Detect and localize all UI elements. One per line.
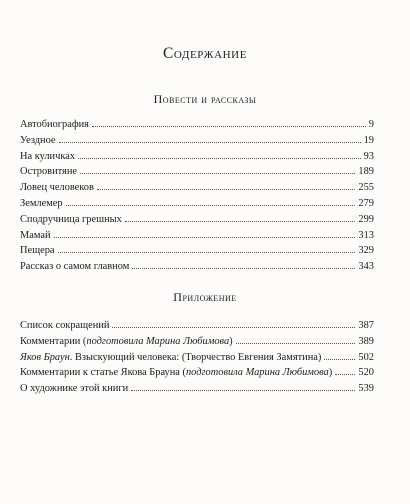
plain-text: Землемер: [20, 197, 63, 209]
dot-leader: [58, 248, 356, 253]
toc-entry: [20, 318, 374, 334]
toc-entry: [20, 133, 374, 149]
toc-entry-title: [20, 164, 77, 180]
toc-entry: [20, 381, 374, 397]
dot-leader: [335, 370, 355, 375]
toc-entry-title: [20, 350, 321, 366]
toc-title: Содержание: [162, 45, 248, 62]
italic-text: подготовила Марина Любимова: [86, 335, 230, 347]
toc-entry-title: [20, 381, 128, 397]
dot-leader: [92, 122, 366, 127]
dot-leader: [59, 138, 361, 143]
toc-entry: [20, 365, 374, 381]
toc-entry-title: [20, 259, 129, 275]
dot-leader: [236, 339, 356, 344]
toc-entry-title: [20, 212, 122, 228]
toc-entry-page-number: 255: [358, 182, 374, 194]
dot-leader: [54, 233, 356, 238]
section-heading-appendix: Приложение: [173, 290, 237, 304]
toc-entry-page-number: 539: [358, 383, 374, 395]
plain-text: ): [328, 367, 333, 379]
toc-entry: [20, 334, 374, 350]
dot-leader: [78, 154, 361, 159]
toc-entry-title: [20, 180, 94, 196]
toc-entry: [20, 164, 374, 180]
toc-entry-title: [20, 149, 75, 165]
toc-entry: [20, 117, 374, 133]
toc-entry-page-number: 19: [363, 134, 374, 146]
dot-leader: [112, 323, 355, 328]
toc-entry-title: [20, 196, 63, 212]
plain-text: На куличках: [20, 150, 76, 162]
toc-entry-page-number: 329: [358, 245, 374, 257]
toc-entry-title: [20, 318, 109, 334]
plain-text: О художнике этой книги: [20, 383, 129, 395]
toc-entry-page-number: 189: [358, 166, 374, 178]
toc-list-appendix: [20, 318, 374, 397]
toc-entry: [20, 212, 374, 228]
dot-leader: [80, 169, 355, 174]
plain-text: Автобиография: [20, 119, 89, 130]
plain-text: . Взыскующий человека: (Творчество Евгения Замятина): [69, 351, 322, 363]
toc-entry: [20, 228, 374, 244]
toc-entry: [20, 243, 374, 259]
toc-entry-title: [20, 228, 51, 244]
toc-entry-title: [20, 334, 233, 350]
toc-entry-title: [20, 133, 56, 149]
dot-leader: [131, 386, 355, 391]
plain-text: Список сокращений: [20, 320, 110, 331]
dot-leader: [66, 201, 356, 206]
toc-entry-page-number: 389: [358, 335, 374, 347]
italic-text: Яков Браун: [20, 351, 70, 363]
plain-text: ): [229, 335, 233, 347]
plain-text: Островитяне: [20, 166, 77, 178]
plain-text: Сподручница грешных: [20, 213, 122, 225]
toc-entry: [20, 350, 374, 366]
dot-leader: [324, 355, 355, 360]
toc-entry-title: [20, 365, 332, 381]
section-heading-stories: Повести и рассказы: [153, 92, 257, 106]
plain-text: Ловец человеков: [20, 182, 94, 194]
toc-entry-page-number: 343: [358, 261, 374, 273]
plain-text: Рассказ о самом главном: [20, 261, 130, 273]
toc-entry-page-number: 502: [358, 351, 374, 363]
toc-entry-page-number: 387: [358, 320, 374, 331]
toc-entry-page-number: 93: [363, 150, 374, 162]
plain-text: Уездное: [20, 134, 56, 146]
dot-leader: [97, 185, 356, 190]
toc-entry: [20, 259, 374, 275]
toc-entry-title: [20, 117, 89, 133]
toc-entry-page-number: 299: [358, 213, 374, 225]
dot-leader: [132, 264, 355, 269]
plain-text: Пещера: [20, 245, 55, 257]
toc-entry: [20, 149, 374, 165]
dot-leader: [125, 217, 356, 222]
toc-entry: [20, 180, 374, 196]
toc-entry-page-number: 520: [358, 367, 374, 379]
toc-list-stories: [20, 117, 374, 275]
toc-entry-title: [20, 243, 55, 259]
plain-text: Мамай: [20, 229, 51, 241]
toc-entry-page-number: 279: [358, 197, 374, 209]
toc-entry: [20, 196, 374, 212]
toc-entry-page-number: 313: [358, 229, 374, 241]
plain-text: Комментарии к статье Якова Брауна (: [20, 367, 186, 379]
italic-text: подготовила Марина Любимова: [185, 367, 329, 379]
plain-text: Комментарии (: [20, 335, 87, 347]
toc-entry-page-number: 9: [368, 119, 374, 130]
